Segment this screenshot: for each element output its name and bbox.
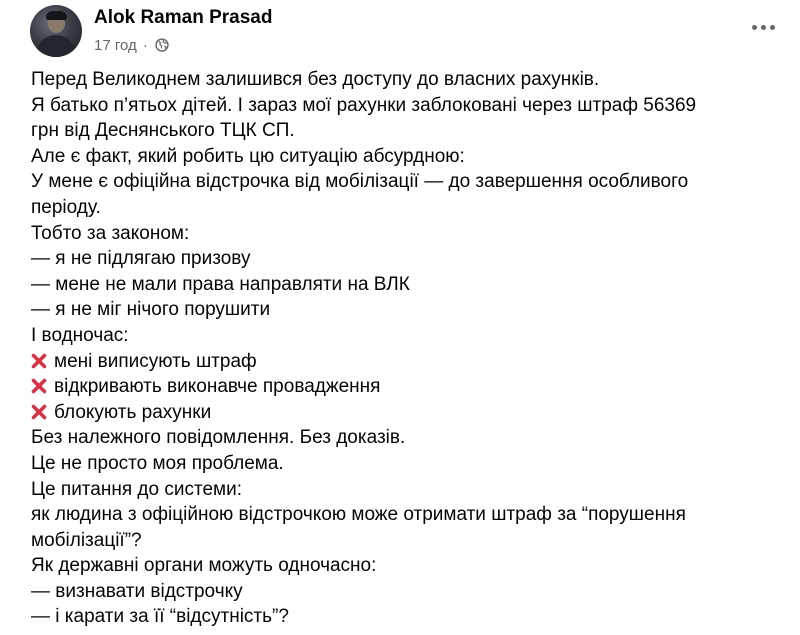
post-line-text: відкривають виконавче провадження <box>54 376 381 398</box>
meta-separator: · <box>142 36 148 54</box>
cross-mark-icon <box>31 404 47 420</box>
post-line: — мене не мали права направляти на ВЛК <box>31 273 410 295</box>
post-line: як людина з офіційною відстрочкою може отримати штраф за “порушення <box>31 504 686 526</box>
author-name[interactable]: Alok Raman Prasad <box>94 7 273 28</box>
globe-icon <box>155 38 169 52</box>
post-line: У мене є офіційна відстрочка від мобілізації — до завершення особливого <box>31 171 689 193</box>
more-dot-icon <box>761 25 766 30</box>
post-line: Я батько п’ятьох дітей. І зараз мої рахунки заблоковані через штраф 56369 <box>31 94 697 116</box>
cross-mark-icon <box>31 353 47 369</box>
more-dot-icon <box>752 25 757 30</box>
avatar-shoulders <box>36 35 76 57</box>
post-line: Без належного повідомлення. Без доказів. <box>31 427 406 449</box>
post-meta <box>94 35 169 55</box>
post-line: — я не міг нічого порушити <box>31 299 271 321</box>
post-line: Це не просто моя проблема. <box>31 452 284 474</box>
more-dot-icon <box>770 25 775 30</box>
post-line: Як державні органи можуть одночасно: <box>31 555 377 577</box>
post-text <box>31 67 791 630</box>
post-line: мобілізації”? <box>31 529 142 551</box>
author-avatar[interactable] <box>30 5 82 57</box>
post-line-with-cross <box>31 400 791 426</box>
more-options-button[interactable] <box>746 14 780 40</box>
post-time[interactable]: 17 год <box>94 36 137 54</box>
avatar-hair <box>46 11 67 20</box>
post-line: — я не підлягаю призову <box>31 248 251 270</box>
post-line: Тобто за законом: <box>31 222 190 244</box>
cross-mark-icon <box>31 378 47 394</box>
post-line: І водночас: <box>31 324 129 346</box>
post-line: Це питання до системи: <box>31 478 242 500</box>
post-line: — визнавати відстрочку <box>31 580 243 602</box>
post-line: грн від Деснянського ТЦК СП. <box>31 120 295 142</box>
post-line: — і карати за її “відсутність”? <box>31 606 289 628</box>
post-line: періоду. <box>31 196 101 218</box>
post-line-text: блокують рахунки <box>54 401 212 423</box>
post-line-with-cross <box>31 374 791 400</box>
post-line: Але є факт, який робить цю ситуацію абсурдною: <box>31 145 465 167</box>
post-line: Перед Великоднем залишився без доступу до власних рахунків. <box>31 69 600 90</box>
post-line-text: мені виписують штраф <box>54 350 257 372</box>
post-line-with-cross <box>31 349 791 375</box>
